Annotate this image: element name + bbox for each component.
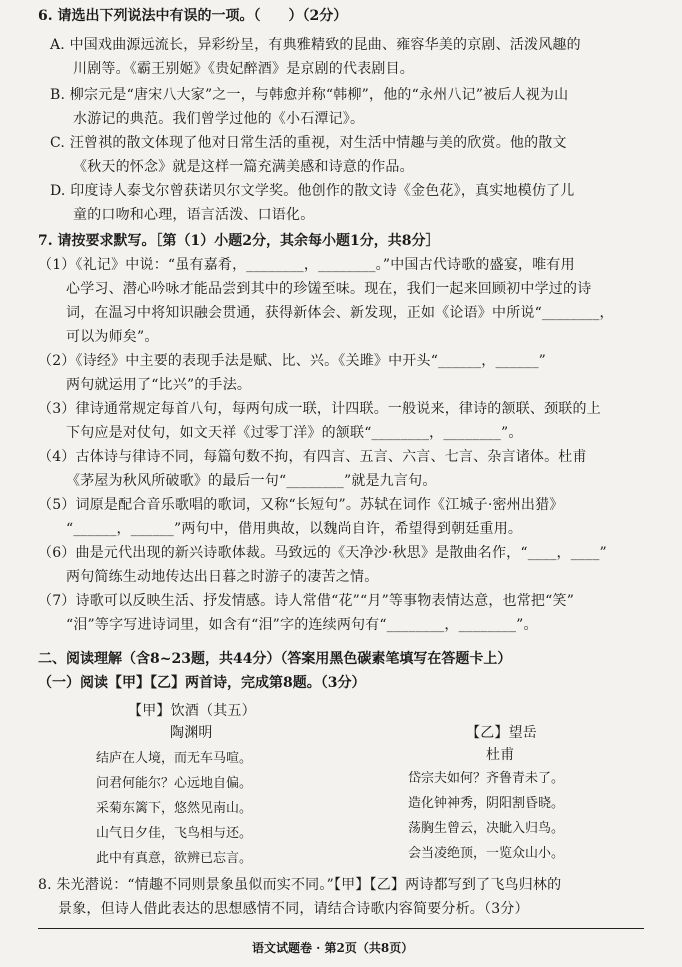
q7-item-1-cont: 可以为师矣”。 (66, 329, 159, 345)
q7-item-1: （1）《礼记》中说：“虽有嘉肴，________，________。”中国古代诗歌的盛宴，唯有用 (38, 257, 575, 273)
q7-item-1-cont: 心学习、潜心吟咏才能品尝到其中的珍馐至味。现在，我们一起来回顾初中学过的诗 (66, 281, 592, 297)
section-2-part-1: （一）阅读【甲】【乙】两首诗，完成第8题。（3分） (38, 675, 366, 691)
poem-b-line: 岱宗夫如何？齐鲁青未了。 (408, 771, 565, 786)
q6-option-c: C. 汪曾祺的散文体现了他对日常生活的重视，对生活中情趣与美的欣赏。他的散文 (50, 135, 567, 151)
poem-a-line: 采菊东篱下，悠然见南山。 (96, 801, 253, 816)
q7-stem: 7. 请按要求默写。［第（1）小题2分，其余每小题1分，共8分］ (38, 233, 440, 249)
q6-option-a: A. 中国戏曲源远流长，异彩纷呈，有典雅精致的昆曲、雍容华美的京剧、活泼风趣的 (50, 37, 581, 53)
q7-item-5-cont: “______，______”两句中，借用典故，以魏尚自许，希望得到朝廷重用。 (66, 521, 523, 537)
section-2-title: 二、阅读理解（含8~23题，共44分）（答案用黑色碳素笔填写在答题卡上） (38, 651, 512, 667)
q7-item-2: （2）《诗经》中主要的表现手法是赋、比、兴。《关雎》中开头“______，______” (38, 353, 547, 369)
q6-option-b-cont: 水游记的典范。我们曾学过他的《小石潭记》。 (73, 111, 365, 127)
page-footer: 语文试题卷 · 第2页（共8页） (252, 941, 414, 955)
footer-divider (38, 928, 644, 929)
poem-a-title: 【甲】饮酒（其五） (128, 703, 256, 719)
q7-item-2-cont: 两句就运用了“比兴”的手法。 (66, 377, 252, 393)
q7-item-7: （7）诗歌可以反映生活、抒发情感。诗人常借“花”“月”等事物表情达意，也常把“笑” (38, 593, 575, 609)
q7-item-4-cont: 《茅屋为秋风所破歌》的最后一句“________”就是九言句。 (66, 473, 437, 489)
q8-stem: 8. 朱光潜说：“情趣不同则景象虽似而实不同。”【甲】【乙】两诗都写到了飞鸟归林的 (38, 877, 562, 893)
poem-b-line: 会当凌绝顶，一览众山小。 (408, 846, 565, 861)
q7-item-3: （3）律诗通常规定每首八句，每两句成一联，计四联。一般说来，律诗的颔联、颈联的上 (38, 401, 601, 417)
q6-option-a-cont: 川剧等。《霸王别姬》《贵妃醉酒》是京剧的代表剧目。 (73, 61, 414, 77)
q6-stem: 6. 请选出下列说法中有误的一项。（ ）（2分） (38, 8, 348, 24)
poem-a-author: 陶渊明 (170, 725, 213, 741)
q6-option-d-cont: 童的口吻和心理，语言活泼、口语化。 (73, 207, 315, 223)
q7-item-4: （4）古体诗与律诗不同，每篇句数不拘，有四言、五言、六言、七言、杂言诸体。杜甫 (38, 449, 587, 465)
poem-b-author: 杜甫 (486, 747, 515, 763)
q7-item-3-cont: 下句应是对仗句，如文天祥《过零丁洋》的颔联“________，________”。 (66, 425, 523, 441)
poem-b-line: 造化钟神秀，阴阳割昏晓。 (408, 796, 565, 811)
poem-a-line: 问君何能尔？心远地自偏。 (96, 776, 253, 791)
q7-item-7-cont: “泪”等字写进诗词里，如含有“泪”字的连续两句有“________，________”。 (66, 617, 538, 633)
q6-option-d: D. 印度诗人泰戈尔曾获诺贝尔文学奖。他创作的散文诗《金色花》，真实地模仿了儿 (50, 183, 575, 199)
q6-option-b: B. 柳宗元是“唐宋八大家”之一，与韩愈并称“韩柳”，他的“永州八记”被后人视为山 (50, 87, 569, 103)
poem-a-line: 山气日夕佳，飞鸟相与还。 (96, 826, 253, 841)
poem-a-line: 此中有真意，欲辨已忘言。 (96, 851, 253, 866)
poem-a-line: 结庐在人境，而无车马喧。 (96, 751, 253, 766)
poem-b-title: 【乙】望岳 (466, 725, 537, 741)
q7-item-1-cont: 词，在温习中将知识融会贯通，获得新体会、新发现，正如《论语》中所说“________， (66, 305, 614, 321)
q7-item-6-cont: 两句简练生动地传达出日暮之时游子的凄苦之情。 (66, 569, 379, 585)
q7-item-5: （5）词原是配合音乐歌唱的歌词，又称“长短句”。苏轼在词作《江城子·密州出猎》 (38, 497, 564, 513)
poem-b-line: 荡胸生曾云，决眦入归鸟。 (408, 821, 565, 836)
q6-option-c-cont: 《秋天的怀念》就是这样一篇充满美感和诗意的作品。 (73, 159, 414, 175)
q7-item-6: （6）曲是元代出现的新兴诗歌体裁。马致远的《天净沙·秋思》是散曲名作，“____，____” (38, 545, 607, 561)
q8-stem-cont: 景象，但诗人借此表达的思想感情不同，请结合诗歌内容简要分析。（3分） (58, 901, 529, 917)
